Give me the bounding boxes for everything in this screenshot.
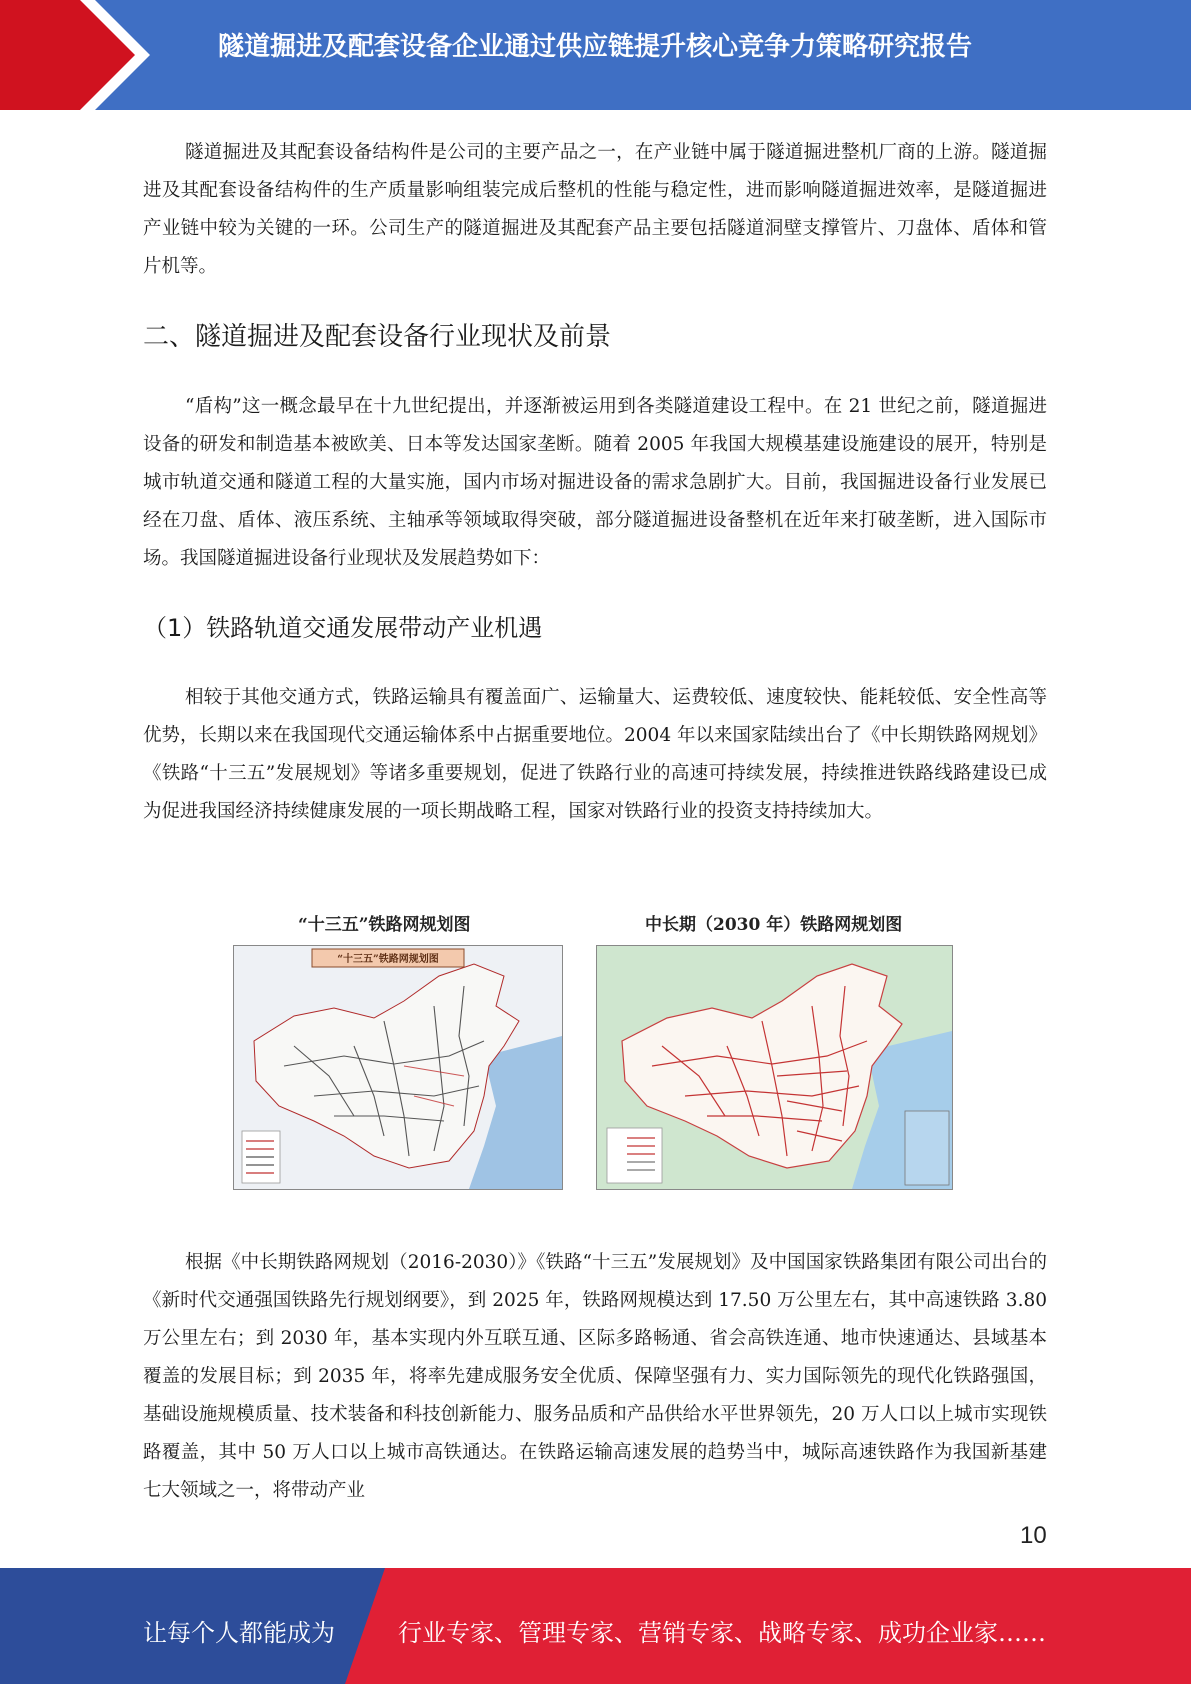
railway-map-2030 (596, 945, 953, 1190)
railway-paragraph-container (143, 679, 1047, 831)
header-arrow-decoration (0, 0, 160, 110)
intro-paragraph-container (143, 134, 1047, 286)
subsection-heading-container (143, 608, 542, 643)
planning-paragraph-container (143, 1244, 1047, 1510)
right-map-caption: 中长期（2030 年）铁路网规划图 (645, 915, 903, 935)
report-title: 隧道掘进及配套设备企业通过供应链提升核心竞争力策略研究报告 (217, 32, 972, 62)
industry-status-paragraph-container (143, 388, 1047, 578)
left-map-inner-title: “十三五”铁路网规划图 (337, 954, 439, 965)
page-number: 10 (1020, 1522, 1047, 1549)
footer-slogan-left: 让每个人都能成为 (143, 1619, 335, 1647)
left-map-caption: “十三五”铁路网规划图 (298, 915, 471, 935)
section-heading: 二、隧道掘进及配套设备行业现状及前景 (143, 322, 612, 352)
subsection-heading: （1）铁路轨道交通发展带动产业机遇 (143, 614, 543, 642)
intro-paragraph: 隧道掘进及其配套设备结构件是公司的主要产品之一，在产业链中属于隧道掘进整机厂商的上游。隧道掘进及其配套设备结构件的生产质量影响组装完成后整机的性能与稳定性，进而影响隧道掘进效率，是隧道掘进产业链中较为关键的一环。公司生产的隧道掘进及其配套产品主要包括隧道洞壁支撑管片、刀盘体、盾体和管片机等。 (143, 142, 1047, 277)
footer-slogan-right: 行业专家、管理专家、营销专家、战略专家、成功企业家…… (398, 1619, 1046, 1647)
header-banner (0, 0, 1191, 110)
railway-paragraph: 相较于其他交通方式，铁路运输具有覆盖面广、运输量大、运费较低、速度较快、能耗较低、安全性高等优势，长期以来在我国现代交通运输体系中占据重要地位。2004 年以来国家陆续出台了《中长期铁路网规划》《铁路“十三五”发展规划》等诸多重要规划，促进了铁路行业的高速可持续发展，持续推进铁路线路建设已成为促进我国经济持续健康发展的一项长期战略工程，国家对铁路行业的投资支持持续加大。 (143, 687, 1047, 822)
section-heading-container (143, 316, 611, 353)
railway-map-13th-five-year (233, 945, 563, 1190)
industry-status-paragraph: “盾构”这一概念最早在十九世纪提出，并逐渐被运用到各类隧道建设工程中。在 21 世纪之前，隧道掘进设备的研发和制造基本被欧美、日本等发达国家垄断。随着 2005 年我国大规模基建设施建设的展开，特别是城市轨道交通和隧道工程的大量实施，国内市场对掘进设备的需求急剧扩大。目前，我国掘进设备行业发展已经在刀盘、盾体、液压系统、主轴承等领域取得突破，部分隧道掘进设备整机在近年来打破垄断，进入国际市场。我国隧道掘进设备行业现状及发展趋势如下： (143, 396, 1047, 569)
planning-paragraph: 根据《中长期铁路网规划（2016-2030）》《铁路“十三五”发展规划》及中国国家铁路集团有限公司出台的《新时代交通强国铁路先行规划纲要》，到 2025 年，铁路网规模达到 17.50 万公里左右，其中高速铁路 3.80 万公里左右；到 2030 年，基本实现内外互联互通、区际多路畅通、省会高铁连通、地市快速通达、县域基本覆盖的发展目标；到 2035 年，将率先建成服务安全优质、保障坚强有力、实力国际领先的现代化铁路强国，基础设施规模质量、技术装备和科技创新能力、服务品质和产品供给水平世界领先，20 万人口以上城市实现铁路覆盖，其中 50 万人口以上城市高铁通达。在铁路运输高速发展的趋势当中，城际高速铁路作为我国新基建七大领域之一，将带动产业 (143, 1252, 1047, 1501)
